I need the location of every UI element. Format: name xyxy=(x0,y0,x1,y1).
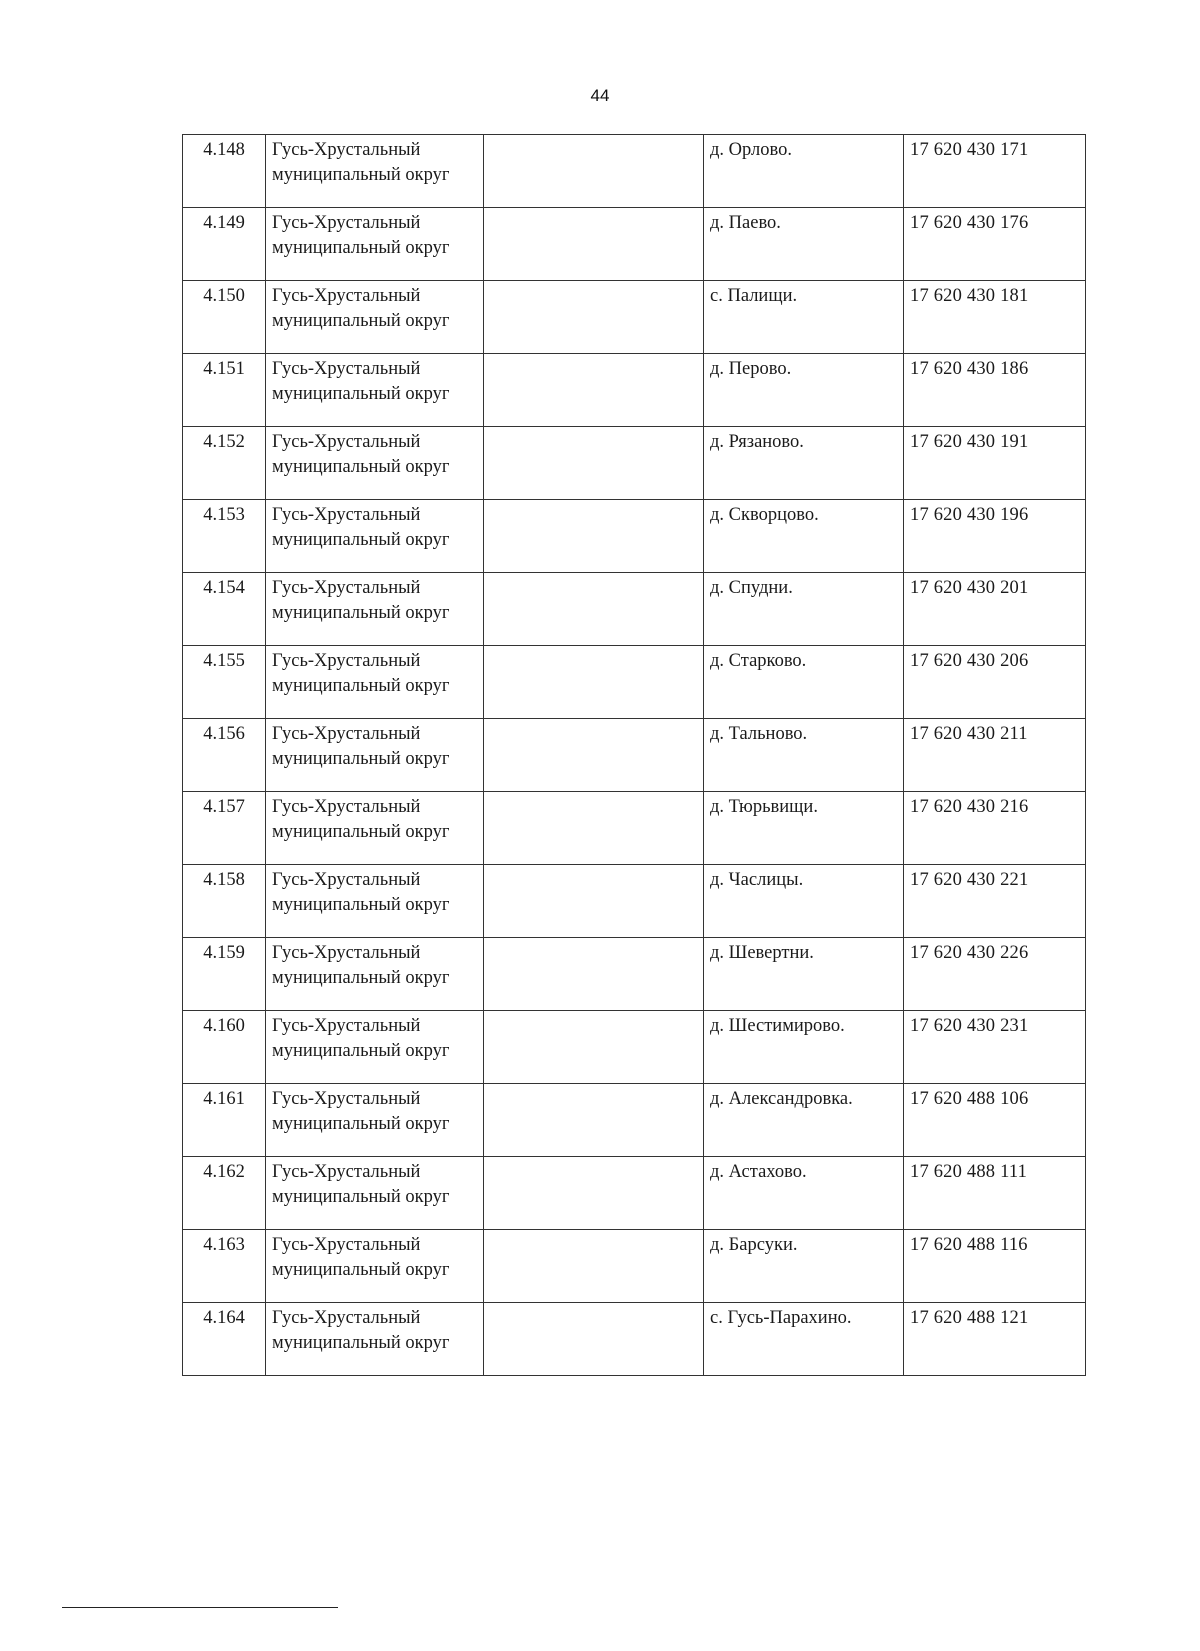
municipality-cell: Гусь-Хрустальный муниципальный округ xyxy=(266,135,484,208)
row-number-cell: 4.150 xyxy=(183,281,266,354)
row-number-cell: 4.156 xyxy=(183,719,266,792)
oktmo-code-cell: 17 620 488 116 xyxy=(904,1230,1086,1303)
blank-cell xyxy=(484,1157,704,1230)
table-row xyxy=(183,208,1086,281)
settlement-cell: д. Шевертни. xyxy=(704,938,904,1011)
oktmo-code-cell: 17 620 430 226 xyxy=(904,938,1086,1011)
row-number-cell: 4.159 xyxy=(183,938,266,1011)
settlement-cell: д. Тальново. xyxy=(704,719,904,792)
row-number-cell: 4.149 xyxy=(183,208,266,281)
blank-cell xyxy=(484,208,704,281)
row-number-cell: 4.161 xyxy=(183,1084,266,1157)
blank-cell xyxy=(484,135,704,208)
blank-cell xyxy=(484,427,704,500)
municipality-cell: Гусь-Хрустальный муниципальный округ xyxy=(266,719,484,792)
table-row xyxy=(183,135,1086,208)
table-row xyxy=(183,573,1086,646)
oktmo-code-cell: 17 620 430 181 xyxy=(904,281,1086,354)
row-number-cell: 4.162 xyxy=(183,1157,266,1230)
page-number: 44 xyxy=(590,86,610,105)
table-row xyxy=(183,354,1086,427)
table-row xyxy=(183,938,1086,1011)
oktmo-code-cell: 17 620 430 186 xyxy=(904,354,1086,427)
oktmo-code-cell: 17 620 430 171 xyxy=(904,135,1086,208)
row-number-cell: 4.148 xyxy=(183,135,266,208)
settlement-cell: с. Палищи. xyxy=(704,281,904,354)
table-row xyxy=(183,281,1086,354)
municipality-cell: Гусь-Хрустальный муниципальный округ xyxy=(266,354,484,427)
blank-cell xyxy=(484,500,704,573)
blank-cell xyxy=(484,938,704,1011)
settlement-cell: д. Рязаново. xyxy=(704,427,904,500)
settlement-cell: д. Скворцово. xyxy=(704,500,904,573)
blank-cell xyxy=(484,1084,704,1157)
row-number-cell: 4.154 xyxy=(183,573,266,646)
table-row xyxy=(183,427,1086,500)
settlement-cell: д. Спудни. xyxy=(704,573,904,646)
row-number-cell: 4.153 xyxy=(183,500,266,573)
row-number-cell: 4.158 xyxy=(183,865,266,938)
table-row xyxy=(183,646,1086,719)
blank-cell xyxy=(484,792,704,865)
settlement-cell: с. Гусь-Парахино. xyxy=(704,1303,904,1376)
settlements-table xyxy=(182,134,1086,1376)
table-row xyxy=(183,500,1086,573)
blank-cell xyxy=(484,719,704,792)
blank-cell xyxy=(484,1303,704,1376)
municipality-cell: Гусь-Хрустальный муниципальный округ xyxy=(266,208,484,281)
row-number-cell: 4.151 xyxy=(183,354,266,427)
row-number-cell: 4.157 xyxy=(183,792,266,865)
settlement-cell: д. Часлицы. xyxy=(704,865,904,938)
oktmo-code-cell: 17 620 430 176 xyxy=(904,208,1086,281)
municipality-cell: Гусь-Хрустальный муниципальный округ xyxy=(266,865,484,938)
blank-cell xyxy=(484,1230,704,1303)
oktmo-code-cell: 17 620 488 106 xyxy=(904,1084,1086,1157)
settlement-cell: д. Орлово. xyxy=(704,135,904,208)
municipality-cell: Гусь-Хрустальный муниципальный округ xyxy=(266,1157,484,1230)
oktmo-code-cell: 17 620 430 211 xyxy=(904,719,1086,792)
row-number-cell: 4.164 xyxy=(183,1303,266,1376)
oktmo-code-cell: 17 620 430 196 xyxy=(904,500,1086,573)
municipality-cell: Гусь-Хрустальный муниципальный округ xyxy=(266,1011,484,1084)
row-number-cell: 4.163 xyxy=(183,1230,266,1303)
oktmo-code-cell: 17 620 430 216 xyxy=(904,792,1086,865)
settlement-cell: д. Паево. xyxy=(704,208,904,281)
municipality-cell: Гусь-Хрустальный муниципальный округ xyxy=(266,1230,484,1303)
footnote-separator xyxy=(62,1607,338,1608)
settlement-cell: д. Шестимирово. xyxy=(704,1011,904,1084)
table-row xyxy=(183,1157,1086,1230)
oktmo-code-cell: 17 620 488 111 xyxy=(904,1157,1086,1230)
municipality-cell: Гусь-Хрустальный муниципальный округ xyxy=(266,281,484,354)
blank-cell xyxy=(484,354,704,427)
table-row xyxy=(183,719,1086,792)
blank-cell xyxy=(484,573,704,646)
oktmo-code-cell: 17 620 430 231 xyxy=(904,1011,1086,1084)
table-row xyxy=(183,1084,1086,1157)
municipality-cell: Гусь-Хрустальный муниципальный округ xyxy=(266,427,484,500)
oktmo-code-cell: 17 620 488 121 xyxy=(904,1303,1086,1376)
table-row xyxy=(183,1303,1086,1376)
municipality-cell: Гусь-Хрустальный муниципальный округ xyxy=(266,1303,484,1376)
row-number-cell: 4.152 xyxy=(183,427,266,500)
blank-cell xyxy=(484,1011,704,1084)
settlement-cell: д. Тюрьвищи. xyxy=(704,792,904,865)
row-number-cell: 4.155 xyxy=(183,646,266,719)
table-row xyxy=(183,1230,1086,1303)
settlement-cell: д. Барсуки. xyxy=(704,1230,904,1303)
municipality-cell: Гусь-Хрустальный муниципальный округ xyxy=(266,573,484,646)
settlement-cell: д. Астахово. xyxy=(704,1157,904,1230)
oktmo-code-cell: 17 620 430 201 xyxy=(904,573,1086,646)
row-number-cell: 4.160 xyxy=(183,1011,266,1084)
oktmo-code-cell: 17 620 430 221 xyxy=(904,865,1086,938)
municipality-cell: Гусь-Хрустальный муниципальный округ xyxy=(266,500,484,573)
table-row xyxy=(183,1011,1086,1084)
settlement-cell: д. Александровка. xyxy=(704,1084,904,1157)
municipality-cell: Гусь-Хрустальный муниципальный округ xyxy=(266,792,484,865)
settlement-cell: д. Старково. xyxy=(704,646,904,719)
settlement-cell: д. Перово. xyxy=(704,354,904,427)
table-body xyxy=(183,135,1086,1376)
blank-cell xyxy=(484,646,704,719)
table-row xyxy=(183,792,1086,865)
blank-cell xyxy=(484,865,704,938)
oktmo-code-cell: 17 620 430 206 xyxy=(904,646,1086,719)
table-row xyxy=(183,865,1086,938)
blank-cell xyxy=(484,281,704,354)
oktmo-code-cell: 17 620 430 191 xyxy=(904,427,1086,500)
municipality-cell: Гусь-Хрустальный муниципальный округ xyxy=(266,938,484,1011)
municipality-cell: Гусь-Хрустальный муниципальный округ xyxy=(266,646,484,719)
municipality-cell: Гусь-Хрустальный муниципальный округ xyxy=(266,1084,484,1157)
